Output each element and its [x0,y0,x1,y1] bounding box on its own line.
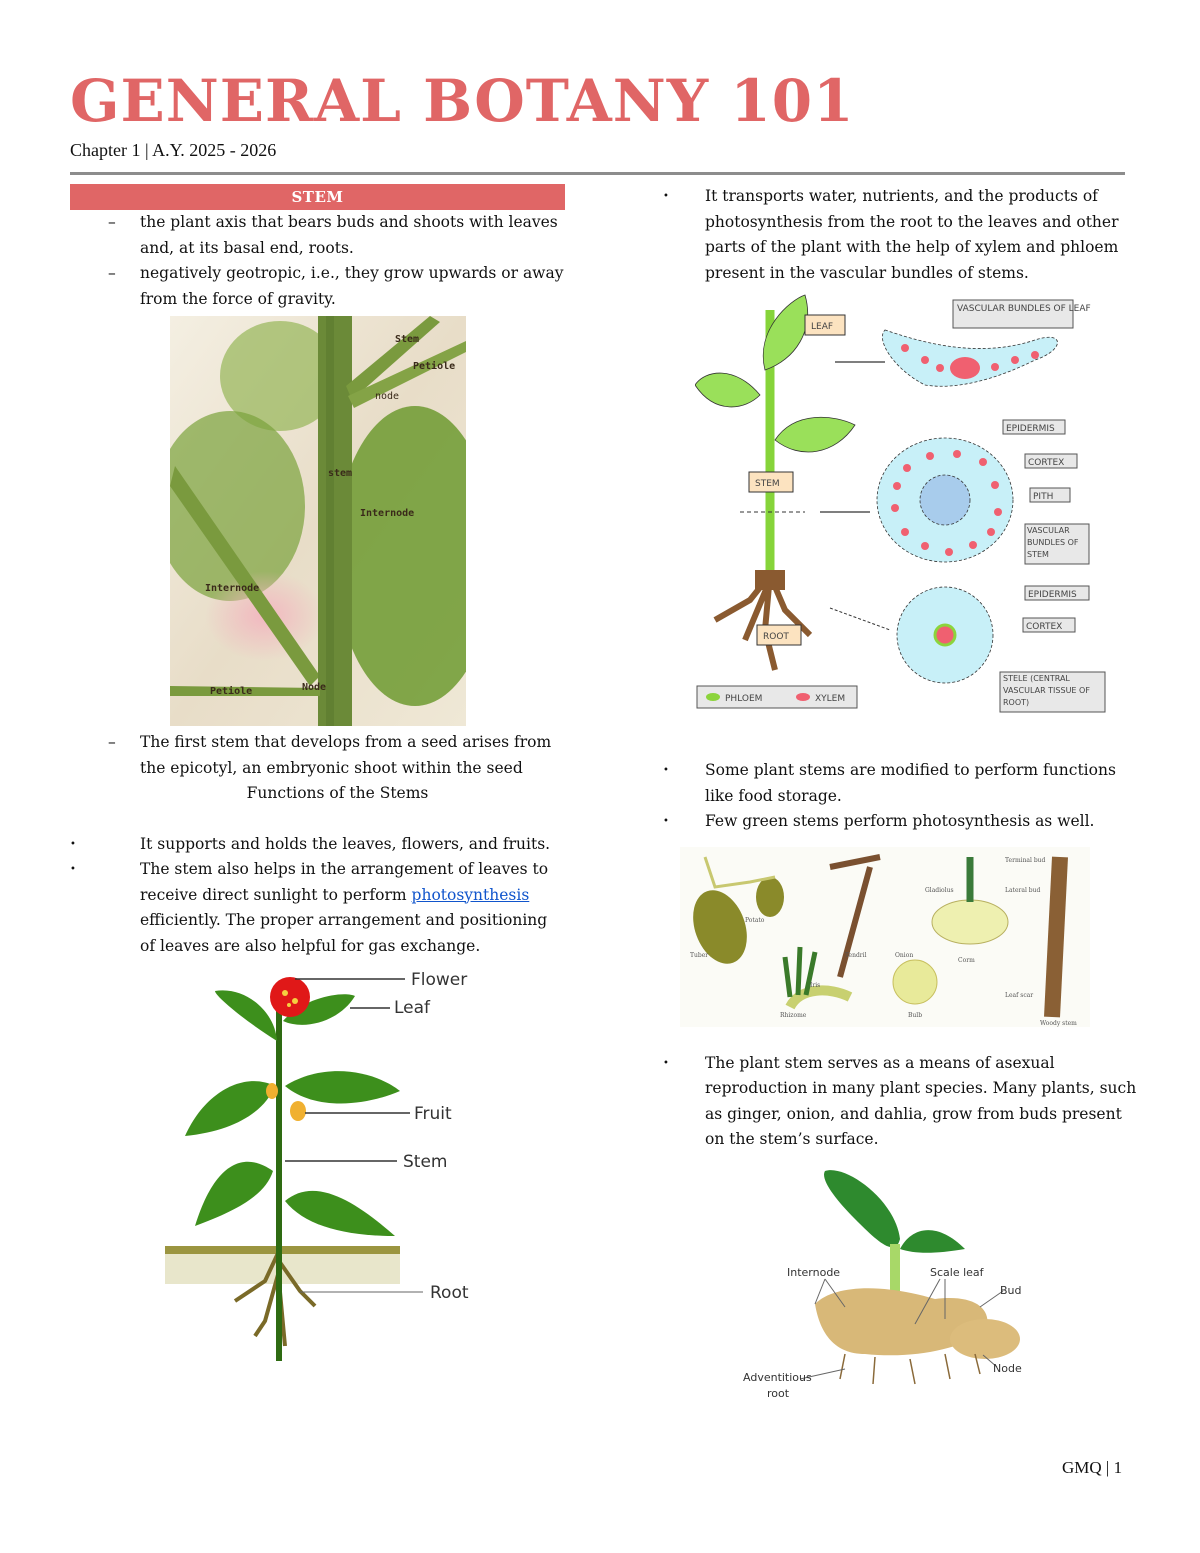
photosynthesis-link[interactable]: photosynthesis [411,885,530,904]
modified-item: • Few green stems perform photosynthesis as well. [660,809,1140,835]
svg-text:stem: stem [328,468,353,479]
dash-marker: – [108,733,116,751]
bullet-marker: • [663,1057,669,1069]
root-label: Root [430,1283,469,1303]
left-column [70,184,565,1371]
svg-text:Gladiolus: Gladiolus [925,886,954,894]
asexual-item: • The plant stem serves as a means of asexual reproduction in many plant species. Many plants, such as ginger, onion, and dahlia, grow from buds present on the stem’s surface. [660,1051,1140,1153]
stem-photo [170,316,466,726]
svg-text:XYLEM: XYLEM [815,694,846,704]
stem-label: Stem [403,1152,448,1172]
function-item: • It supports and holds the leaves, flowers, and fruits. [70,832,565,858]
chapter-subtitle: Chapter 1 | A.Y. 2025 - 2026 [70,140,277,160]
function-item: • The stem also helps in the arrangement of leaves to receive direct sunlight to perform photosynthesis efficiently. The proper arrangement and positioning of leaves are also helpful for gas exchange. [70,857,565,959]
svg-text:Leaf scar: Leaf scar [1005,991,1034,999]
modified-item: • Some plant stems are modified to perform functions like food storage. [660,758,1140,809]
svg-text:root: root [767,1386,790,1400]
svg-text:Potato: Potato [745,916,765,924]
definition-item: – negatively geotropic, i.e., they grow upwards or away from the force of gravity. [70,261,565,312]
svg-text:LEAF: LEAF [811,322,834,332]
svg-text:Petiole: Petiole [210,686,253,697]
svg-text:node: node [375,391,400,402]
svg-text:STEM: STEM [755,479,780,489]
fruit-label: Fruit [414,1104,452,1124]
vascular-tissue-diagram: LEAF STEM ROOT VASCULAR BUNDLES OF LEAF EPIDERMIS CORTEX PITH VASCULAR BUNDLES OF STEM EPIDERMIS CORTEX STELE (CENTRAL VASCULAR TISSUE OF ROOT) PHLOEM XYLEM [695,290,1115,720]
definition-item: – the plant axis that bears buds and shoots with leaves and, at its basal end, roots. [70,210,565,261]
section-banner-stem: STEM [70,184,565,210]
svg-text:Internode: Internode [205,583,260,594]
page-title: GENERAL BOTANY 101 [70,67,855,135]
svg-text:Woody stem: Woody stem [1040,1019,1077,1027]
svg-text:CORTEX: CORTEX [1026,622,1063,632]
photo-label: Stem [395,334,420,345]
svg-text:EPIDERMIS: EPIDERMIS [1028,590,1077,600]
header-divider [70,172,1125,175]
bullet-marker: • [663,191,669,202]
plant-parts-diagram [165,961,495,1371]
bullet-marker: • [70,864,76,875]
leaf-label: Leaf [394,998,431,1018]
svg-text:Petiole: Petiole [413,361,456,372]
ginger-rhizome-diagram [735,1159,1055,1409]
svg-text:Internode: Internode [360,508,415,519]
adventitious-root-label: Adventitious [743,1370,812,1384]
internode-label: Internode [787,1265,841,1279]
bullet-marker: • [663,765,669,776]
svg-text:CORTEX: CORTEX [1028,458,1065,468]
scale-leaf-label: Scale leaf [930,1265,984,1279]
svg-text:Rhizome: Rhizome [780,1011,807,1019]
svg-text:VASCULAR BUNDLES OF LEAF: VASCULAR BUNDLES OF LEAF [957,304,1091,314]
bullet-marker: • [663,816,669,827]
node-label: Node [993,1361,1022,1375]
svg-text:EPIDERMIS: EPIDERMIS [1006,424,1055,434]
dash-marker: – [108,264,116,282]
svg-text:Terminal bud: Terminal bud [1005,856,1046,864]
dash-marker: – [108,213,116,231]
svg-text:Onion: Onion [895,951,914,959]
svg-text:PITH: PITH [1033,492,1054,502]
svg-text:PHLOEM: PHLOEM [725,694,763,704]
bullet-marker: • [70,838,76,850]
svg-text:Tendril: Tendril [845,951,867,959]
epicotyl-item: – The first stem that develops from a seed arises from the epicotyl, an embryonic shoot within the seed [70,730,565,781]
svg-text:Bulb: Bulb [908,1011,923,1019]
svg-text:Lateral bud: Lateral bud [1005,886,1041,894]
page-footer: GMQ | 1 [1062,1458,1123,1477]
svg-text:ROOT: ROOT [763,632,789,642]
flower-label: Flower [411,970,468,990]
modified-stems-illustration [680,847,1090,1027]
svg-text:Corm: Corm [958,956,975,964]
right-column [660,184,1140,1409]
transport-item: • It transports water, nutrients, and the products of photosynthesis from the root to the leaves and other parts of the plant with the help of xylem and phloem present in the vascular bundles of stems. [660,184,1140,286]
bud-label: Bud [1000,1283,1022,1297]
functions-heading: Functions of the Stems [246,784,429,802]
svg-text:Tuber: Tuber [690,951,709,959]
svg-text:Node: Node [302,682,327,693]
svg-text:Iris: Iris [810,981,821,989]
